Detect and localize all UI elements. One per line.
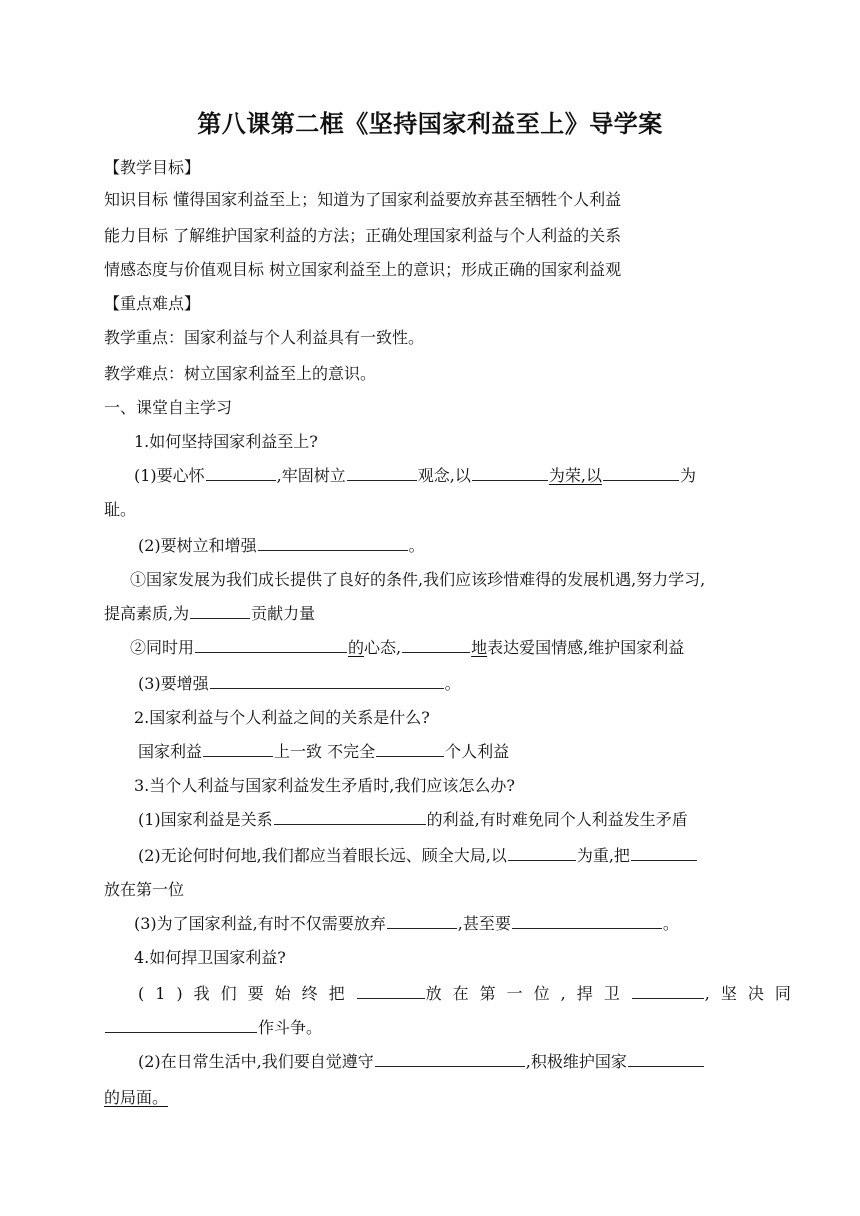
- blank[interactable]: [472, 464, 548, 481]
- q1-clause-1: ①国家发展为我们成长提供了良好的条件,我们应该珍惜难得的发展机遇,努力学习,: [130, 570, 706, 589]
- blank[interactable]: [508, 844, 576, 861]
- blank[interactable]: [631, 844, 697, 861]
- blank[interactable]: [387, 912, 457, 929]
- objectives-heading: 【教学目标】: [104, 158, 201, 177]
- blank[interactable]: [632, 982, 704, 999]
- blank[interactable]: [347, 464, 417, 481]
- q4-part-2-end: 的局面。: [104, 1088, 169, 1107]
- q1-clause-2: ②同时用 的心态, 地表达爱国情感,维护国家利益: [130, 638, 685, 657]
- blank[interactable]: [375, 1050, 525, 1067]
- q1-part-2: (2)要树立和增强 。: [138, 536, 425, 555]
- blank[interactable]: [190, 602, 250, 619]
- knowledge-objective: 知识目标 懂得国家利益至上；知道为了国家利益要放弃甚至牺牲个人利益: [104, 190, 622, 209]
- teaching-difficulty: 教学难点：树立国家利益至上的意识。: [104, 364, 377, 383]
- blank[interactable]: [274, 808, 426, 825]
- question-3: 3.当个人利益与国家利益发生矛盾时,我们应该怎么办?: [134, 776, 515, 795]
- ability-objective: 能力目标 了解维护国家利益的方法；正确处理国家利益与个人利益的关系: [104, 226, 622, 245]
- blank[interactable]: [376, 740, 444, 757]
- q3-part-2-end: 放在第一位: [104, 880, 185, 899]
- blank[interactable]: [512, 912, 662, 929]
- teaching-focus: 教学重点：国家利益与个人利益具有一致性。: [104, 328, 425, 347]
- blank[interactable]: [105, 1016, 257, 1033]
- q3-part-3: (3)为了国家利益,有时不仅需要放弃 ,甚至要 。: [134, 914, 679, 933]
- blank[interactable]: [402, 636, 470, 653]
- q2-answer: 国家利益 上一致 不完全 个人利益: [138, 742, 510, 761]
- section-heading: 一、课堂自主学习: [104, 398, 233, 417]
- q3-part-2: (2)无论何时何地,我们都应当着眼长远、顾全大局,以 为重,把: [138, 844, 698, 868]
- q1-part-3: (3)要增强 。: [138, 674, 461, 693]
- blank[interactable]: [628, 1050, 704, 1067]
- q3-part-1: (1)国家利益是关系 的利益,有时难免同个人利益发生矛盾: [138, 810, 688, 829]
- blank[interactable]: [603, 464, 679, 481]
- key-points-heading: 【重点难点】: [104, 294, 201, 313]
- blank[interactable]: [206, 464, 276, 481]
- question-1: 1.如何坚持国家利益至上?: [134, 432, 318, 451]
- q1-part-1: (1)要心怀 ,牢固树立 观念,以 为荣,以 为: [134, 466, 696, 485]
- blank[interactable]: [210, 672, 444, 689]
- question-2: 2.国家利益与个人利益之间的关系是什么?: [134, 708, 430, 727]
- blank[interactable]: [195, 636, 347, 653]
- q1-part-1-end: 耻。: [104, 500, 137, 519]
- emotion-objective: 情感态度与价值观目标 树立国家利益至上的意识；形成正确的国家利益观: [104, 260, 622, 279]
- q4-part-1: (1)我们要始终把 放在第一位,捍卫 ,坚决同: [138, 984, 802, 1003]
- blank[interactable]: [357, 982, 425, 999]
- question-4: 4.如何捍卫国家利益?: [134, 948, 286, 967]
- q1-clause-1-cont: 提高素质,为 贡献力量: [104, 604, 316, 623]
- q4-part-2: (2)在日常生活中,我们要自觉遵守 ,积极维护国家: [138, 1050, 705, 1074]
- blank[interactable]: [203, 740, 273, 757]
- q4-part-1-cont: 作斗争。: [104, 1016, 322, 1040]
- blank[interactable]: [258, 534, 408, 551]
- page-title: 第八课第二框《坚持国家利益至上》导学案: [197, 110, 663, 138]
